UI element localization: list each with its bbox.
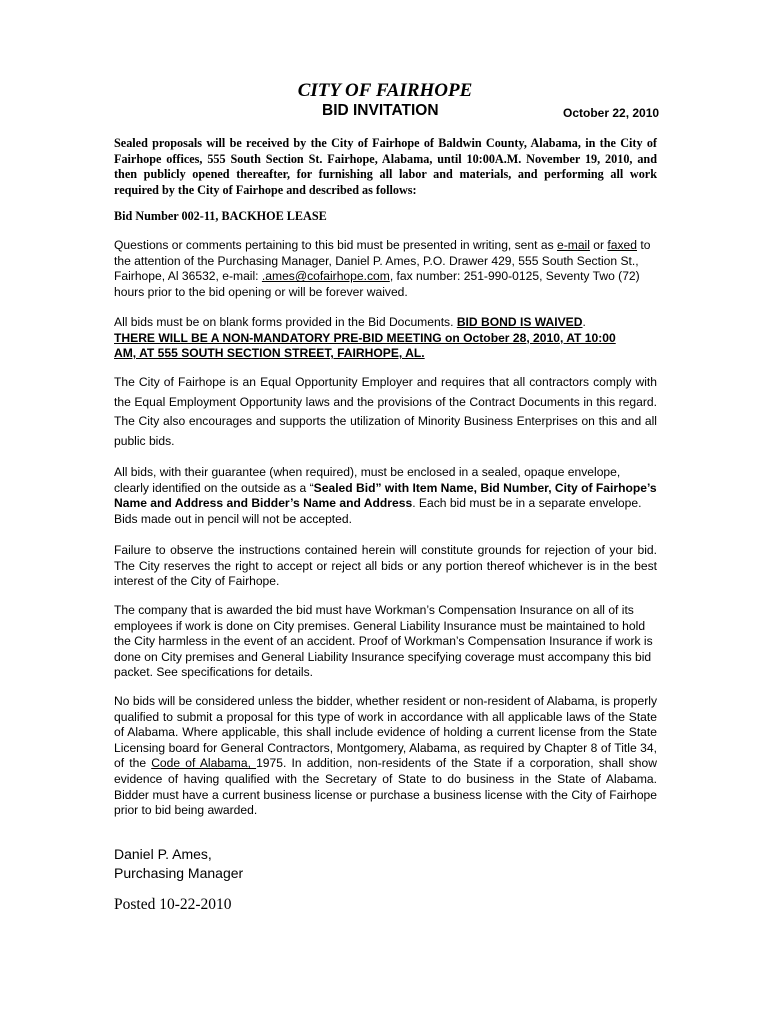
pre-bid-meeting-line-2: AM, AT 555 SOUTH SECTION STREET, FAIRHOPE, AL. bbox=[114, 346, 425, 361]
envelope-paragraph bbox=[114, 465, 657, 527]
bid-number: Bid Number 002-11, BACKHOE LEASE bbox=[114, 209, 327, 223]
questions-text-3: to the attention of the Purchasing Manager, Daniel P. Ames, P.O. Drawer 429, 555 South Section St., Fairhope, Al 36532, e-mail: bbox=[114, 238, 651, 284]
insurance-paragraph: The company that is awarded the bid must have Workman’s Compensation Insurance on all of its employees if work is done on City premises. General Liability Insurance must be maintained to hold the City harmless in the event of an accident. Proof of Workman’s Compensation Insurance if work is done on City premises and General Liability Insurance specifying coverage must accompany this bid packet. See specifications for details. bbox=[114, 603, 653, 680]
signature-block bbox=[114, 845, 657, 882]
failure-paragraph: Failure to observe the instructions contained herein will constitute grounds for rejection of your bid. The City reserves the right to accept or reject all bids or any portion thereof whichever is in the best interest of the City of Fairhope. bbox=[114, 543, 657, 589]
questions-text-4: , fax number: 251-990-0125, Seventy Two (72) hours prior to the bid opening or will be forever waived. bbox=[114, 269, 640, 299]
document-subtitle: BID INVITATION bbox=[322, 102, 439, 119]
questions-text-1: Questions or comments pertaining to this bid must be presented in writing, sent as bbox=[114, 238, 557, 252]
page-title: CITY OF FAIRHOPE bbox=[297, 80, 473, 101]
posted-date: Posted 10-22-2010 bbox=[114, 896, 232, 913]
envelope-text-2: . Each bid must be in a separate envelope. Bids made out in pencil will not be accepted. bbox=[114, 496, 642, 526]
qualification-text-1: No bids will be considered unless the bidder, whether resident or non-resident of Alabama, is properly qualified to submit a proposal for this type of work in accordance with all applicable laws of the State of Alabama. Where applicable, this shall include evidence of holding a current license from the State Licensing board for General Contractors, Montgomery, Alabama, as required by Chapter 8 of Title 34, of the bbox=[114, 694, 657, 771]
email-link[interactable]: e-mail bbox=[557, 238, 590, 252]
intro-paragraph: Sealed proposals will be received by the City of Fairhope of Baldwin County, Alabama, in the City of Fairhope offices, 555 South Section St. Fairhope, Alabama, until 10:00A.M. November 19, 2010, and then publicly opened thereafter, for furnishing all labor and materials, and performing all work required by the City of Fairhope and described as follows: bbox=[114, 136, 657, 197]
qualification-text-2: 1975. In addition, non-residents of the State if a corporation, shall show evidence of having qualified with the Secretary of State to do business in the State of Alabama. Bidder must have a current business license or purchase a business license with the City of Fairhope prior to bid being awarded. bbox=[114, 756, 657, 818]
fax-link[interactable]: faxed bbox=[607, 238, 638, 252]
email-address-link[interactable]: .ames@cofairhope.com bbox=[261, 269, 390, 284]
envelope-label-requirement: Sealed Bid” with Item Name, Bid Number, City of Fairhope’s Name and Address and Bidder’s Name and Address bbox=[114, 480, 657, 511]
equal-opportunity-paragraph: The City of Fairhope is an Equal Opportunity Employer and requires that all contractors comply with the Equal Employment Opportunity laws and the provisions of the Contract Documents in this regard. The City also encourages and supports the utilization of Minority Business Enterprises on this and all public bids. bbox=[114, 375, 657, 448]
bid-bond-notice: BID BOND IS WAIVED bbox=[456, 315, 583, 329]
signer-role: Purchasing Manager bbox=[114, 864, 244, 881]
qualification-paragraph bbox=[114, 694, 657, 819]
bid-forms-text: All bids must be on blank forms provided in the Bid Documents. bbox=[114, 315, 457, 329]
envelope-text-1: All bids, with their guarantee (when required), must be enclosed in a sealed, opaque envelope, clearly identified on the outside as a “ bbox=[114, 465, 621, 495]
bid-bond-period: . bbox=[582, 315, 586, 329]
signer-name: Daniel P. Ames, bbox=[114, 846, 212, 862]
document-date: October 22, 2010 bbox=[563, 106, 660, 120]
questions-paragraph bbox=[114, 238, 657, 300]
bid-forms-paragraph bbox=[114, 315, 657, 362]
questions-text-2: or bbox=[589, 238, 608, 252]
pre-bid-meeting-line-1: THERE WILL BE A NON-MANDATORY PRE-BID MEETING on October 28, 2010, AT 10:00 bbox=[114, 330, 616, 345]
code-of-alabama: Code of Alabama, bbox=[151, 756, 257, 771]
